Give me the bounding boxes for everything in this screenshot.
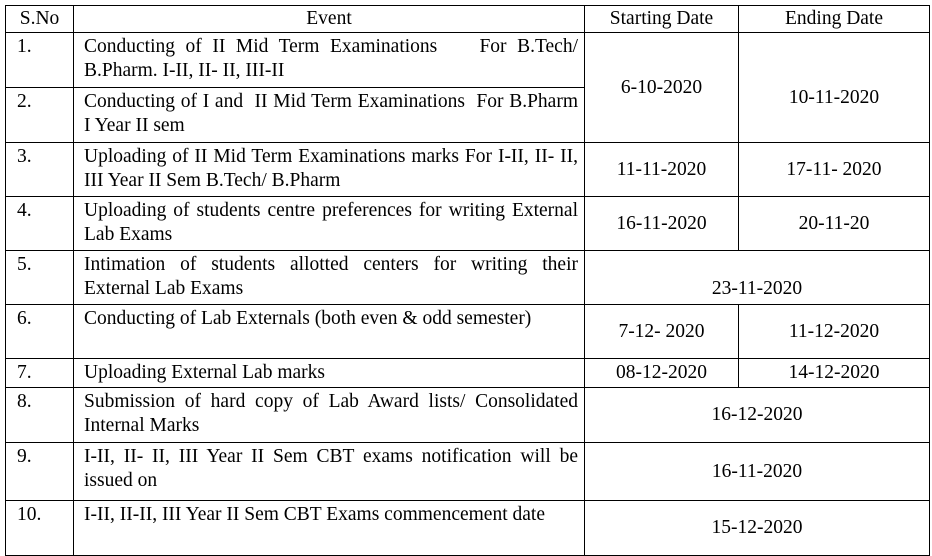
table-row (6, 501, 930, 556)
row-date: 15-12-2020 (585, 501, 930, 556)
row-event: Conducting of II Mid Term Examinations For B.Tech/ B.Pharm. I-II, II- II, III-II (74, 33, 585, 88)
table-row (6, 359, 930, 388)
table-row (6, 143, 930, 197)
schedule-table (5, 5, 930, 556)
row-event: Submission of hard copy of Lab Award lists/ Consolidated Internal Marks (74, 388, 585, 443)
row-event: I-II, II- II, III Year II Sem CBT exams notification will be issued on (74, 443, 585, 501)
header-starting-date: Starting Date (585, 6, 739, 33)
header-row (6, 6, 930, 33)
row-event: Conducting of I and II Mid Term Examinations For B.Pharm I Year II sem (74, 88, 585, 143)
header-event: Event (74, 6, 585, 33)
header-sno: S.No (6, 6, 74, 33)
row-event: Intimation of students allotted centers for writing their External Lab Exams (74, 251, 585, 305)
header-ending-date: Ending Date (739, 6, 930, 33)
row-start-date: 16-11-2020 (585, 197, 739, 251)
row-end-date: 10-11-2020 (739, 33, 930, 143)
row-sno: 1. (6, 33, 74, 88)
row-date: 16-11-2020 (585, 443, 930, 501)
row-end-date: 20-11-20 (739, 197, 930, 251)
table-row (6, 305, 930, 359)
row-sno: 3. (6, 143, 74, 197)
row-start-date: 7-12- 2020 (585, 305, 739, 359)
row-event: I-II, II-II, III Year II Sem CBT Exams commencement date (74, 501, 585, 556)
row-event: Uploading External Lab marks (74, 359, 585, 388)
row-sno: 7. (6, 359, 74, 388)
table-row (6, 197, 930, 251)
row-start-date: 08-12-2020 (585, 359, 739, 388)
row-sno: 8. (6, 388, 74, 443)
row-end-date: 17-11- 2020 (739, 143, 930, 197)
table-row (6, 33, 930, 88)
row-sno: 9. (6, 443, 74, 501)
row-event: Conducting of Lab Externals (both even & odd semester) (74, 305, 585, 359)
row-sno: 2. (6, 88, 74, 143)
row-start-date: 6-10-2020 (585, 33, 739, 143)
row-sno: 5. (6, 251, 74, 305)
row-event: Uploading of II Mid Term Examinations marks For I-II, II- II, III Year II Sem B.Tech/ B.Pharm (74, 143, 585, 197)
table-row (6, 388, 930, 443)
row-start-date: 11-11-2020 (585, 143, 739, 197)
row-event: Uploading of students centre preferences for writing External Lab Exams (74, 197, 585, 251)
row-end-date: 14-12-2020 (739, 359, 930, 388)
row-end-date: 11-12-2020 (739, 305, 930, 359)
row-date: 16-12-2020 (585, 388, 930, 443)
row-sno: 6. (6, 305, 74, 359)
row-sno: 10. (6, 501, 74, 556)
row-sno: 4. (6, 197, 74, 251)
table-row (6, 251, 930, 305)
table-row (6, 443, 930, 501)
row-date: 23-11-2020 (585, 251, 930, 305)
